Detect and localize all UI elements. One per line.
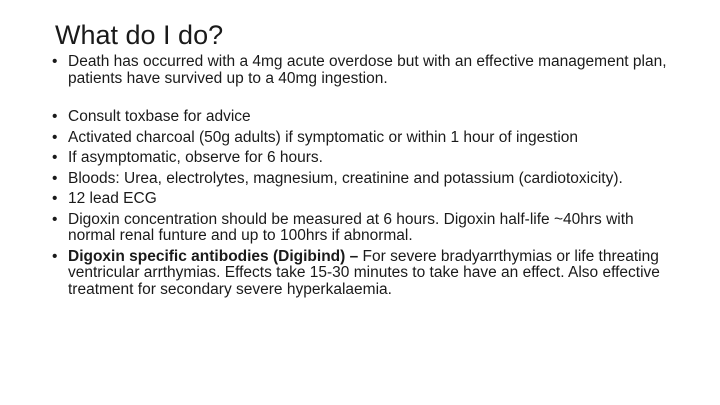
bullet-item (52, 249, 677, 299)
bullet-item (52, 191, 677, 208)
bullet-marker: • (52, 149, 58, 166)
slide-title: What do I do? (55, 20, 224, 50)
bullet-item (52, 54, 677, 87)
bullet-marker: • (52, 128, 58, 146)
bullet-text: Activated charcoal (50g adults) if symptomatic or within 1 hour of ingestion (68, 128, 579, 146)
bullet-text: Death has occurred with a 4mg acute overdose but with an effective management plan, patients have survived up to a 40mg ingestion. (68, 53, 667, 87)
bullet-item (52, 130, 677, 147)
bullet-item (52, 150, 677, 167)
bullet-text: If asymptomatic, observe for 6 hours. (68, 149, 323, 166)
bullet-item (52, 109, 677, 126)
bullet-marker: • (52, 53, 58, 70)
bullet-marker: • (52, 169, 58, 187)
bullet-text: 12 lead ECG (68, 190, 157, 207)
bullet-text: Bloods: Urea, electrolytes, magnesium, creatinine and potassium (cardiotoxicity). (68, 169, 623, 187)
bullet-bold-lead: Digoxin specific antibodies (Digibind) – (68, 247, 359, 265)
bullet-marker: • (52, 190, 58, 207)
bullet-text: Digoxin concentration should be measured at 6 hours. Digoxin half-life ~40hrs with normal renal funture and up to 100hrs if abnormal. (68, 210, 634, 244)
bullet-item (52, 212, 677, 245)
bullet-text: For severe bradyarrthymias or life threating ventricular arrthymias. Effects take 15-30 minutes to take have an effect. Also effective treatment for secondary severe hyperkalaemia. (68, 247, 660, 298)
bullet-text: Consult toxbase for advice (68, 108, 251, 125)
bullet-marker: • (52, 247, 58, 265)
bullet-marker: • (52, 210, 58, 228)
bullet-list (52, 54, 677, 298)
bullet-marker: • (52, 108, 58, 125)
bullet-item (52, 171, 677, 188)
